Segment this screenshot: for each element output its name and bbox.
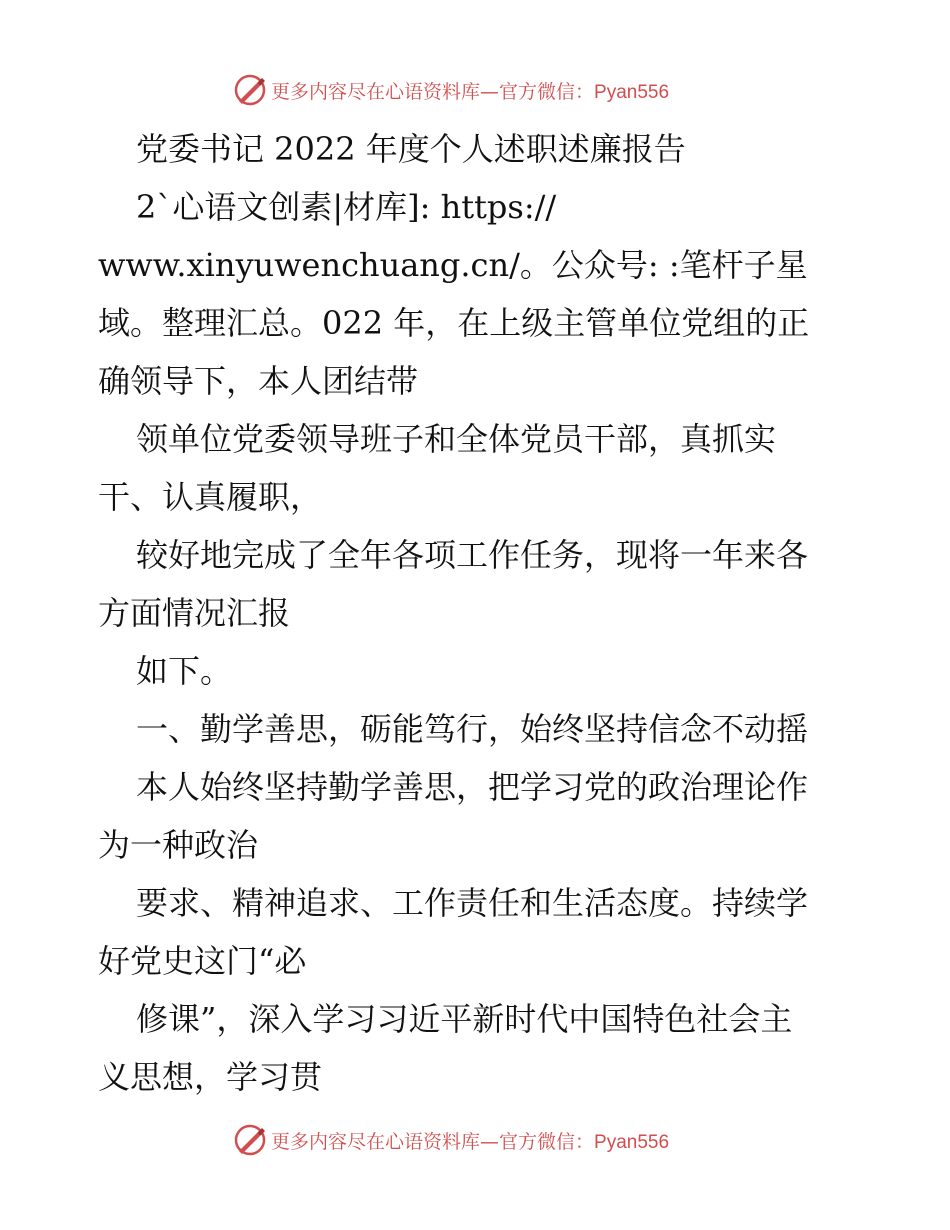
pen-logo-icon (233, 73, 267, 107)
text-line: 较好地完成了全年各项工作任务，现将一年来各 (136, 536, 809, 574)
text-line: 如下。 (136, 652, 233, 690)
text-line: 好党史这门“必 (98, 942, 307, 980)
text-line: 为一种政治 (98, 826, 259, 864)
document-body (98, 120, 858, 1106)
text-line: 本人始终坚持勤学善思，把学习党的政治理论作 (136, 768, 809, 806)
section-heading: 一、勤学善思，砺能笃行，始终坚持信念不动摇 (136, 710, 809, 748)
footer-banner (233, 1123, 713, 1157)
text-line: 2`心语文创素|材库]: https:// (136, 188, 557, 226)
text-line: 确领导下，本人团结带 (98, 362, 419, 400)
document-title: 党委书记 2022 年度个人述职述廉报告 (136, 130, 686, 168)
text-line: 要求、精神追求、工作责任和生活态度。持续学 (136, 884, 809, 922)
wechat-id: Pyan556 (594, 1131, 670, 1153)
text-line: www.xinyuwenchuang.cn/。公众号: :笔杆子星 (98, 246, 808, 284)
text-line: 域。整理汇总。022 年，在上级主管单位党组的正 (98, 304, 810, 342)
header-banner (233, 73, 713, 107)
text-line: 修课”，深入学习习近平新时代中国特色社会主 (136, 1000, 793, 1038)
text-line: 干、认真履职， (98, 478, 323, 516)
pen-logo-icon (233, 1123, 267, 1157)
text-line: 义思想，学习贯 (98, 1058, 323, 1096)
text-line: 方面情况汇报 (98, 594, 291, 632)
banner-text: 更多内容尽在心语资料库—官方微信：Pyan556 (271, 1130, 670, 1153)
text-line: 领单位党委领导班子和全体党员干部，真抓实 (136, 420, 777, 458)
banner-text: 更多内容尽在心语资料库—官方微信：Pyan556 (271, 80, 670, 103)
wechat-id: Pyan556 (594, 81, 670, 103)
